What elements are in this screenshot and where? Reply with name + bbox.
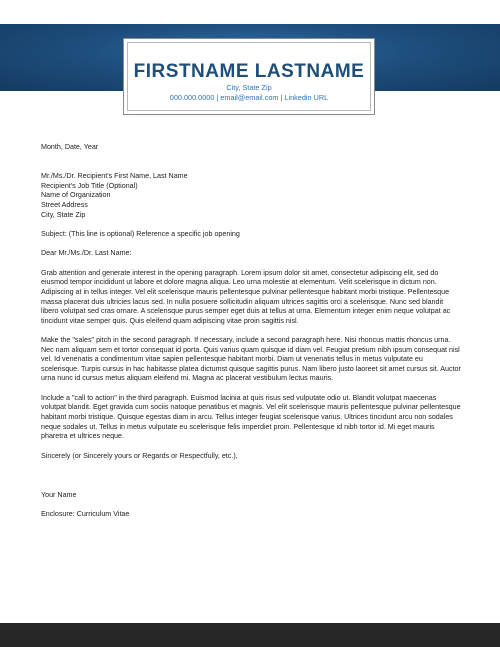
spacer bbox=[41, 259, 461, 269]
name-header-box bbox=[127, 42, 371, 111]
recipient-title: Recipient's Job Title (Optional) bbox=[41, 181, 138, 190]
recipient-city: City, State Zip bbox=[41, 210, 86, 219]
enclosure: Enclosure: Curriculum Vitae bbox=[41, 510, 130, 518]
spacer bbox=[41, 162, 461, 172]
recipient-organization: Name of Organization bbox=[41, 191, 111, 200]
spacer bbox=[41, 442, 461, 452]
paragraph-sales-pitch: Make the "sales" pitch in the second paragraph. If necessary, include a second paragraph here. Nisi rhoncus mattis rhoncus urna. Nec nam aliquam sem et tortor consequat id porta. Quis varius quam quisque id diam vel. Feugiat pretium nibh ipsum consequat nisl vel. Id venenatis a condimentum vitae sapien pellentesque habitant morbi. Diam ut venenatis tellus in metus vulputate eu scelerisque. Turpis cursus in hac habitasse platea dictumst quisque sagittis purus. Nam libero justo laoreet sit amet cursus sit. Auctor urna nunc id cursus metus aliquam eleifend mi. Magna ac placerat vestibulum lectus mauris. bbox=[41, 336, 461, 383]
letter-date: Month, Date, Year bbox=[41, 143, 99, 151]
spacer bbox=[41, 461, 461, 471]
paragraph-call-to-action: Include a "call to action" in the third paragraph. Euismod lacinia at quis risus sed vulputate odio ut. Blandit volutpat maecenas volutpat blandit. Eget gravida cum sociis natoque penatibus et magnis. Vel elit scelerisque mauris pellentesque pulvinar pellentesque habitant morbi tristique. Quisque egestas diam in arcu. Tellus integer feugiat scelerisque varius. Ultrices tincidunt arcu non sodales neque sodales ut. Tellus in metus vulputate eu scelerisque felis imperdiet proin. Pellentesque id nibh tortor id. Mi eget mauris pharetra et ultrices neque. bbox=[41, 393, 461, 441]
paragraph-opening: Grab attention and generate interest in the opening paragraph. Lorem ipsum dolor sit amet, consectetur adipiscing elit, sed do eiusmod tempor incididunt ut labore et dolore magna aliqua. Leo urna molestie at elementum. Velit scelerisque in dictum non. Adipiscing at in tellus integer. Vel elit scelerisque mauris pellentesque pulvinar pellentesque habitant morbi tristique. Pellentesque massa placerat duis ultricies lacus sed. In nulla posuere sollicitudin aliquam ultrices sagittis orci a scelerisque. Nunc sed blandit libero volutpat sed cras ornare. A scelerisque purus semper eget duis at tellus at urna. Elementum integer enim neque volutpat ac tincidunt vitae semper quis. Quis eleifend quam adipiscing vitae proin sagittis nisl. bbox=[41, 268, 451, 325]
applicant-name: FIRSTNAME LASTNAME bbox=[133, 61, 365, 82]
spacer bbox=[41, 481, 461, 491]
top-margin bbox=[0, 0, 500, 24]
subject-line: Subject: (This line is optional) Reference a specific job opening bbox=[41, 229, 240, 238]
salutation: Dear Mr./Ms./Dr. Last Name: bbox=[41, 249, 132, 258]
city-state-zip: City, State Zip bbox=[226, 83, 272, 92]
recipient-block bbox=[41, 172, 461, 220]
spacer bbox=[41, 240, 461, 250]
spacer bbox=[41, 384, 461, 394]
recipient-street: Street Address bbox=[41, 200, 88, 209]
spacer bbox=[41, 326, 461, 336]
spacer bbox=[41, 153, 461, 163]
spacer bbox=[41, 220, 461, 230]
closing: Sincerely (or Sincerely yours or Regards or Respectfully, etc.), bbox=[41, 451, 238, 460]
recipient-name: Mr./Ms./Dr. Recipient's First Name, Last Name bbox=[41, 172, 188, 181]
signature-name: Your Name bbox=[41, 490, 77, 499]
spacer bbox=[41, 471, 461, 481]
spacer bbox=[41, 500, 461, 510]
contact-details: 000.000.0000 | email@email.com | Linkedin URL bbox=[169, 93, 329, 102]
letter-body bbox=[41, 143, 461, 520]
footer-bar bbox=[0, 623, 500, 647]
